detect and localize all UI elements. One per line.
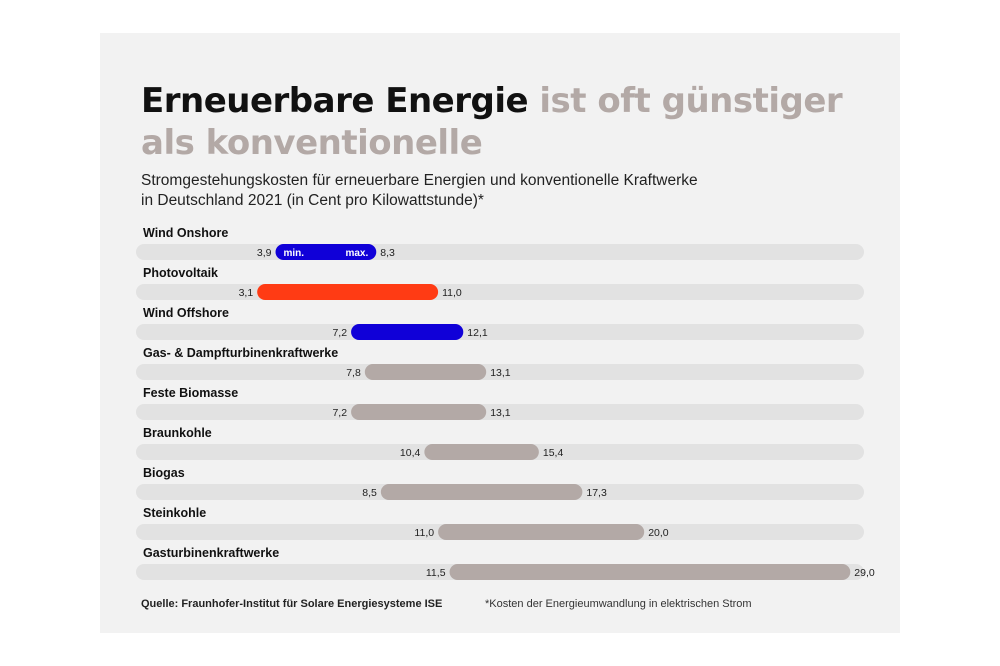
max-value-label: 29,0 <box>854 567 875 579</box>
category-label: Steinkohle <box>143 506 207 520</box>
min-value-label: 7,2 <box>332 407 348 419</box>
bar-track <box>136 324 864 340</box>
range-min-label: min. <box>283 248 305 259</box>
min-value-label: 3,9 <box>256 247 272 259</box>
min-value-label: 11,5 <box>425 567 446 579</box>
category-label: Photovoltaik <box>143 266 219 280</box>
category-label: Gas- & Dampfturbinenkraftwerke <box>143 346 339 360</box>
chart-row <box>136 226 864 260</box>
chart-row <box>136 266 864 300</box>
max-value-label: 13,1 <box>490 407 511 419</box>
max-value-label: 17,3 <box>586 487 607 499</box>
chart-row <box>136 386 864 420</box>
range-bar <box>257 284 438 300</box>
max-value-label: 11,0 <box>442 287 462 299</box>
max-value-label: 15,4 <box>542 447 564 459</box>
min-value-label: 11,0 <box>414 527 435 539</box>
chart-row <box>136 506 864 540</box>
range-bar <box>424 444 539 460</box>
range-bar <box>365 364 486 380</box>
category-label: Feste Biomasse <box>143 386 239 400</box>
min-value-label: 10,4 <box>399 447 421 459</box>
range-bar <box>381 484 583 500</box>
bar-track <box>136 244 864 260</box>
subtitle-line-1: Stromgestehungskosten für erneuerbare Energien und konventionelle Kraftwerke <box>141 172 698 189</box>
min-value-label: 8,5 <box>362 487 377 499</box>
title-dark: Erneuerbare Energie <box>141 81 529 121</box>
range-bar <box>438 524 644 540</box>
range-bar <box>351 404 486 420</box>
max-value-label: 8,3 <box>380 247 395 259</box>
category-label: Biogas <box>143 466 185 480</box>
category-label: Wind Offshore <box>143 306 229 320</box>
chart-row <box>136 346 864 380</box>
max-value-label: 12,1 <box>467 327 488 339</box>
source-note: Quelle: Fraunhofer-Institut für Solare Energiesysteme ISE <box>141 598 443 610</box>
min-value-label: 7,2 <box>332 327 348 339</box>
chart-row <box>136 306 864 340</box>
range-max-label: max. <box>345 248 369 259</box>
min-value-label: 3,1 <box>238 287 254 299</box>
footnote: *Kosten der Energieumwandlung in elektrischen Strom <box>485 598 752 610</box>
max-value-label: 13,1 <box>490 367 511 379</box>
chart-row <box>136 466 864 500</box>
category-label: Wind Onshore <box>143 226 229 240</box>
subtitle-line-2: in Deutschland 2021 (in Cent pro Kilowattstunde)* <box>141 192 484 209</box>
title-muted: ist oft günstiger als konventionelle <box>141 81 843 163</box>
category-label: Braunkohle <box>143 426 212 440</box>
min-value-label: 7,8 <box>346 367 361 379</box>
chart-row <box>136 426 864 460</box>
range-bar <box>450 564 851 580</box>
range-bar <box>351 324 463 340</box>
max-value-label: 20,0 <box>648 527 669 539</box>
chart-row <box>136 546 875 580</box>
category-label: Gasturbinenkraftwerke <box>143 546 280 560</box>
